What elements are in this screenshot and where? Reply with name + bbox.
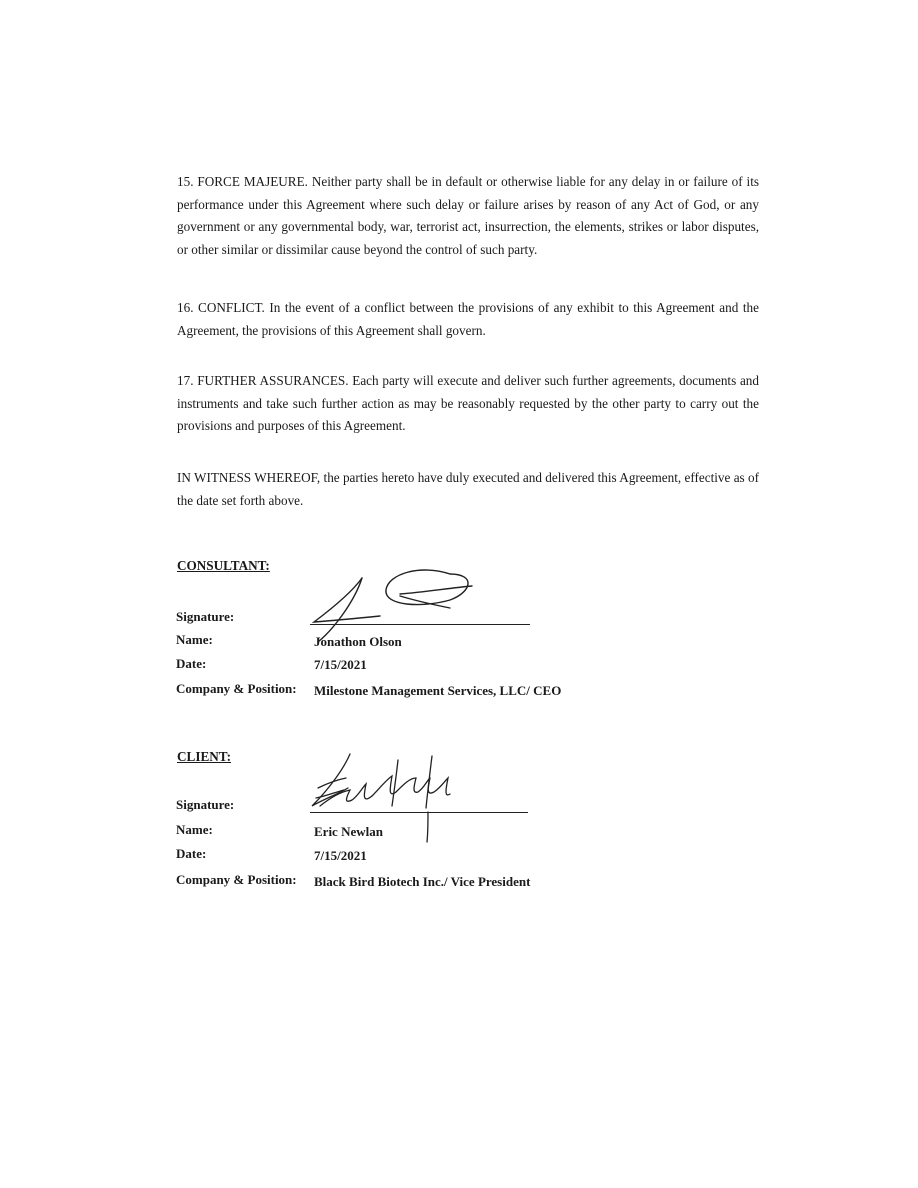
conflict-paragraph: 16. CONFLICT. In the event of a conflict between the provisions of any exhibit to this Agreement and the Agreement, the provisions of this Agreement shall govern. xyxy=(177,300,759,338)
client-heading: CLIENT: xyxy=(177,749,231,764)
client-name-value: Eric Newlan xyxy=(314,824,383,839)
consultant-date-label: Date: xyxy=(176,656,207,671)
consultant-date-value: 7/15/2021 xyxy=(314,657,367,672)
client-signature-line xyxy=(310,812,528,813)
consultant-company-label: Company & Position: xyxy=(176,681,297,696)
consultant-name-label: Name: xyxy=(176,632,213,647)
consultant-company-value: Milestone Management Services, LLC/ CEO xyxy=(314,683,562,698)
consultant-heading: CONSULTANT: xyxy=(177,558,270,573)
client-date-label: Date: xyxy=(176,846,207,861)
client-name-label: Name: xyxy=(176,822,213,837)
client-company-label: Company & Position: xyxy=(176,872,297,887)
consultant-signature-line xyxy=(310,624,530,625)
consultant-name-value: Jonathon Olson xyxy=(314,634,402,649)
client-date-value: 7/15/2021 xyxy=(314,848,367,863)
client-company-value: Black Bird Biotech Inc./ Vice President xyxy=(314,874,531,889)
further-assurances-paragraph: 17. FURTHER ASSURANCES. Each party will execute and deliver such further agreements, documents and instruments and take such further action as may be reasonably requested by the other party to carry out the provisions and purposes of this Agreement. xyxy=(177,373,759,433)
witness-paragraph: IN WITNESS WHEREOF, the parties hereto have duly executed and delivered this Agreement, effective as of the date set forth above. xyxy=(177,470,759,508)
force-majeure-paragraph: 15. FORCE MAJEURE. Neither party shall be in default or otherwise liable for any delay in or failure of its performance under this Agreement where such delay or failure arises by reason of any Act of God, or any government or any governmental body, war, terrorist act, insurrection, the elements, strikes or labor disputes, or other similar or dissimilar cause beyond the control of such party. xyxy=(177,174,759,257)
consultant-signature-image xyxy=(300,560,540,640)
client-signature-label: Signature: xyxy=(176,797,235,812)
consultant-signature-label: Signature: xyxy=(176,609,235,624)
